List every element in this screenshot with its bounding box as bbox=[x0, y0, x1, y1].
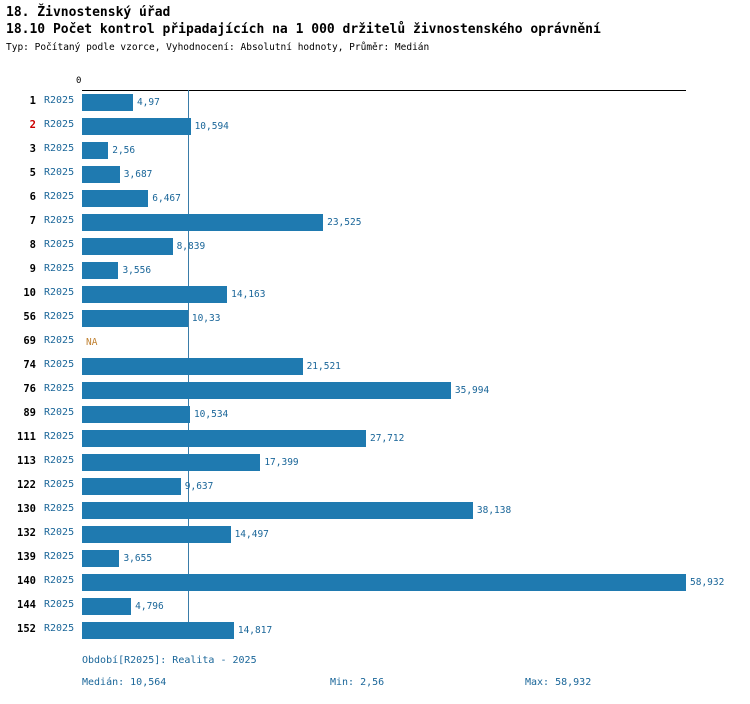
bar[interactable] bbox=[82, 214, 323, 231]
bar[interactable] bbox=[82, 526, 231, 543]
bar-track bbox=[82, 574, 742, 591]
row-id-label: 113 bbox=[17, 455, 36, 467]
bar-value-label: 6,467 bbox=[152, 193, 181, 204]
bar-value-label: 38,138 bbox=[476, 505, 512, 516]
row-id-cell bbox=[0, 331, 36, 355]
table-row bbox=[0, 571, 750, 595]
chart-subtitle: Typ: Počítaný podle vzorce, Vyhodnocení: Absolutní hodnoty, Průměr: Medián bbox=[6, 42, 430, 53]
row-period-label: R2025 bbox=[44, 335, 75, 346]
row-id-cell bbox=[0, 427, 36, 451]
row-period-label: R2025 bbox=[44, 383, 75, 394]
table-row bbox=[0, 307, 750, 331]
row-id-label: 132 bbox=[17, 527, 36, 539]
row-id-cell bbox=[0, 619, 36, 643]
row-id-cell bbox=[0, 355, 36, 379]
row-period-label: R2025 bbox=[44, 479, 75, 490]
table-row bbox=[0, 403, 750, 427]
row-period-label: R2025 bbox=[44, 575, 75, 586]
row-id-cell bbox=[0, 547, 36, 571]
row-id-cell bbox=[0, 403, 36, 427]
row-id-label: 144 bbox=[17, 599, 36, 611]
bar-track bbox=[82, 406, 742, 423]
bar-track bbox=[82, 622, 742, 639]
bar-track bbox=[82, 382, 742, 399]
row-id-cell bbox=[0, 115, 36, 139]
row-period-label: R2025 bbox=[44, 551, 75, 562]
row-id-label: 111 bbox=[17, 431, 36, 443]
row-period-label: R2025 bbox=[44, 191, 75, 202]
row-period-label: R2025 bbox=[44, 239, 75, 250]
row-id-label: 6 bbox=[29, 191, 36, 203]
row-id-label: 152 bbox=[17, 623, 36, 635]
bar-track bbox=[82, 454, 742, 471]
bar-track bbox=[82, 214, 742, 231]
table-row bbox=[0, 115, 750, 139]
bar-track bbox=[82, 94, 742, 111]
bar-value-label: 14,163 bbox=[231, 289, 266, 300]
min-label: Min: 2,56 bbox=[330, 677, 385, 688]
bar-rows bbox=[0, 91, 750, 643]
table-row bbox=[0, 547, 750, 571]
bar-value-label: 35,994 bbox=[454, 385, 490, 396]
bar-track bbox=[82, 334, 742, 351]
row-id-cell bbox=[0, 307, 36, 331]
bar-track bbox=[82, 502, 742, 519]
bar[interactable] bbox=[82, 262, 118, 279]
bar-value-label: 21,521 bbox=[306, 361, 341, 372]
bar-track bbox=[82, 118, 742, 135]
bar-value-label: 27,712 bbox=[370, 433, 405, 444]
row-id-cell bbox=[0, 259, 36, 283]
row-id-cell bbox=[0, 163, 36, 187]
bar-value-label: NA bbox=[86, 337, 98, 348]
bar-value-label: 4,796 bbox=[135, 601, 164, 612]
row-id-label: 7 bbox=[29, 215, 36, 227]
bar-track bbox=[82, 286, 742, 303]
bar[interactable] bbox=[82, 598, 131, 615]
bar[interactable] bbox=[82, 574, 686, 591]
row-period-label: R2025 bbox=[44, 455, 75, 466]
table-row bbox=[0, 523, 750, 547]
bar[interactable] bbox=[82, 454, 260, 471]
table-row bbox=[0, 187, 750, 211]
bar-track bbox=[82, 310, 742, 327]
chart-title: 18.10 Počet kontrol připadajících na 1 000 držitelů živnostenského oprávnění bbox=[6, 22, 601, 37]
table-row bbox=[0, 91, 750, 115]
bar-track bbox=[82, 358, 742, 375]
bar-track bbox=[82, 550, 742, 567]
row-id-cell bbox=[0, 235, 36, 259]
bar[interactable] bbox=[82, 358, 303, 375]
table-row bbox=[0, 331, 750, 355]
bar[interactable] bbox=[82, 286, 227, 303]
bar-value-label: 58,932 bbox=[690, 577, 725, 588]
row-period-label: R2025 bbox=[44, 119, 75, 130]
row-id-cell bbox=[0, 595, 36, 619]
table-row bbox=[0, 235, 750, 259]
row-id-cell bbox=[0, 187, 36, 211]
bar-value-label: 14,497 bbox=[234, 529, 269, 540]
bar-value-label: 2,56 bbox=[112, 145, 136, 156]
bar-track bbox=[82, 598, 742, 615]
bar[interactable] bbox=[82, 310, 188, 327]
row-period-label: R2025 bbox=[44, 143, 75, 154]
bar-value-label: 9,637 bbox=[184, 481, 214, 492]
row-id-label: 10 bbox=[23, 287, 36, 299]
row-id-label: 74 bbox=[23, 359, 36, 371]
bar[interactable] bbox=[82, 622, 234, 639]
bar[interactable] bbox=[82, 190, 148, 207]
row-period-label: R2025 bbox=[44, 527, 75, 538]
chart-plot-area bbox=[0, 76, 750, 646]
bar-track bbox=[82, 262, 742, 279]
median-label: Medián: 10,564 bbox=[82, 677, 167, 688]
bar[interactable] bbox=[82, 406, 190, 423]
table-row bbox=[0, 259, 750, 283]
table-row bbox=[0, 595, 750, 619]
row-id-label: 2 bbox=[29, 119, 36, 131]
bar-track bbox=[82, 142, 742, 159]
bar-value-label: 17,399 bbox=[264, 457, 299, 468]
bar[interactable] bbox=[82, 118, 191, 135]
row-period-label: R2025 bbox=[44, 359, 75, 370]
row-id-label: 76 bbox=[23, 383, 36, 395]
bar-value-label: 3,556 bbox=[122, 265, 152, 276]
row-period-label: R2025 bbox=[44, 623, 75, 634]
row-id-label: 89 bbox=[23, 407, 36, 419]
bar-value-label: 23,525 bbox=[327, 217, 362, 228]
row-id-label: 122 bbox=[17, 479, 36, 491]
row-id-cell bbox=[0, 571, 36, 595]
table-row bbox=[0, 163, 750, 187]
row-id-label: 1 bbox=[29, 95, 36, 107]
bar-value-label: 4,97 bbox=[136, 97, 160, 108]
bar[interactable] bbox=[82, 166, 120, 183]
bar[interactable] bbox=[82, 550, 119, 567]
row-id-label: 69 bbox=[23, 335, 36, 347]
row-id-cell bbox=[0, 211, 36, 235]
table-row bbox=[0, 283, 750, 307]
bar-track bbox=[82, 166, 742, 183]
row-id-label: 139 bbox=[17, 551, 36, 563]
bar-value-label: 3,655 bbox=[123, 553, 153, 564]
bar-value-label: 14,817 bbox=[237, 625, 273, 636]
row-period-label: R2025 bbox=[44, 599, 75, 610]
row-id-label: 8 bbox=[29, 239, 36, 251]
bar[interactable] bbox=[82, 94, 133, 111]
row-id-label: 130 bbox=[17, 503, 36, 515]
row-period-label: R2025 bbox=[44, 503, 75, 514]
max-label: Max: 58,932 bbox=[525, 677, 592, 688]
row-id-cell bbox=[0, 379, 36, 403]
bar[interactable] bbox=[82, 142, 108, 159]
table-row bbox=[0, 619, 750, 643]
row-period-label: R2025 bbox=[44, 263, 75, 274]
bar-track bbox=[82, 526, 742, 543]
row-period-label: R2025 bbox=[44, 167, 75, 178]
row-id-cell bbox=[0, 91, 36, 115]
row-period-label: R2025 bbox=[44, 287, 75, 298]
bar[interactable] bbox=[82, 238, 173, 255]
row-id-cell bbox=[0, 523, 36, 547]
table-row bbox=[0, 379, 750, 403]
bar[interactable] bbox=[82, 382, 451, 399]
table-row bbox=[0, 475, 750, 499]
row-id-cell bbox=[0, 499, 36, 523]
chart-header bbox=[6, 4, 746, 55]
row-period-label: R2025 bbox=[44, 311, 75, 322]
bar-value-label: 8,839 bbox=[176, 241, 206, 252]
table-row bbox=[0, 355, 750, 379]
row-period-label: R2025 bbox=[44, 407, 75, 418]
bar[interactable] bbox=[82, 430, 366, 447]
bar-track bbox=[82, 430, 742, 447]
row-id-label: 5 bbox=[29, 167, 36, 179]
bar-track bbox=[82, 478, 742, 495]
bar-value-label: 10,33 bbox=[191, 313, 221, 324]
bar[interactable] bbox=[82, 478, 181, 495]
bar-value-label: 10,534 bbox=[193, 409, 229, 420]
row-id-label: 9 bbox=[29, 263, 36, 275]
table-row bbox=[0, 211, 750, 235]
row-id-label: 3 bbox=[29, 143, 36, 155]
row-period-label: R2025 bbox=[44, 215, 75, 226]
x-axis-zero-tick: 0 bbox=[76, 76, 82, 86]
table-row bbox=[0, 451, 750, 475]
bar-value-label: 10,594 bbox=[194, 121, 229, 132]
bar-track bbox=[82, 190, 742, 207]
row-period-label: R2025 bbox=[44, 431, 75, 442]
row-id-label: 56 bbox=[23, 311, 36, 323]
row-id-cell bbox=[0, 451, 36, 475]
table-row bbox=[0, 427, 750, 451]
row-id-label: 140 bbox=[17, 575, 36, 587]
bar[interactable] bbox=[82, 502, 473, 519]
legend-label: Období[R2025]: Realita - 2025 bbox=[82, 655, 257, 666]
table-row bbox=[0, 139, 750, 163]
row-id-cell bbox=[0, 475, 36, 499]
row-id-cell bbox=[0, 139, 36, 163]
page-title: 18. Živnostenský úřad bbox=[6, 5, 171, 20]
row-id-cell bbox=[0, 283, 36, 307]
row-period-label: R2025 bbox=[44, 95, 75, 106]
bar-track bbox=[82, 238, 742, 255]
table-row bbox=[0, 499, 750, 523]
bar-value-label: 3,687 bbox=[123, 169, 153, 180]
